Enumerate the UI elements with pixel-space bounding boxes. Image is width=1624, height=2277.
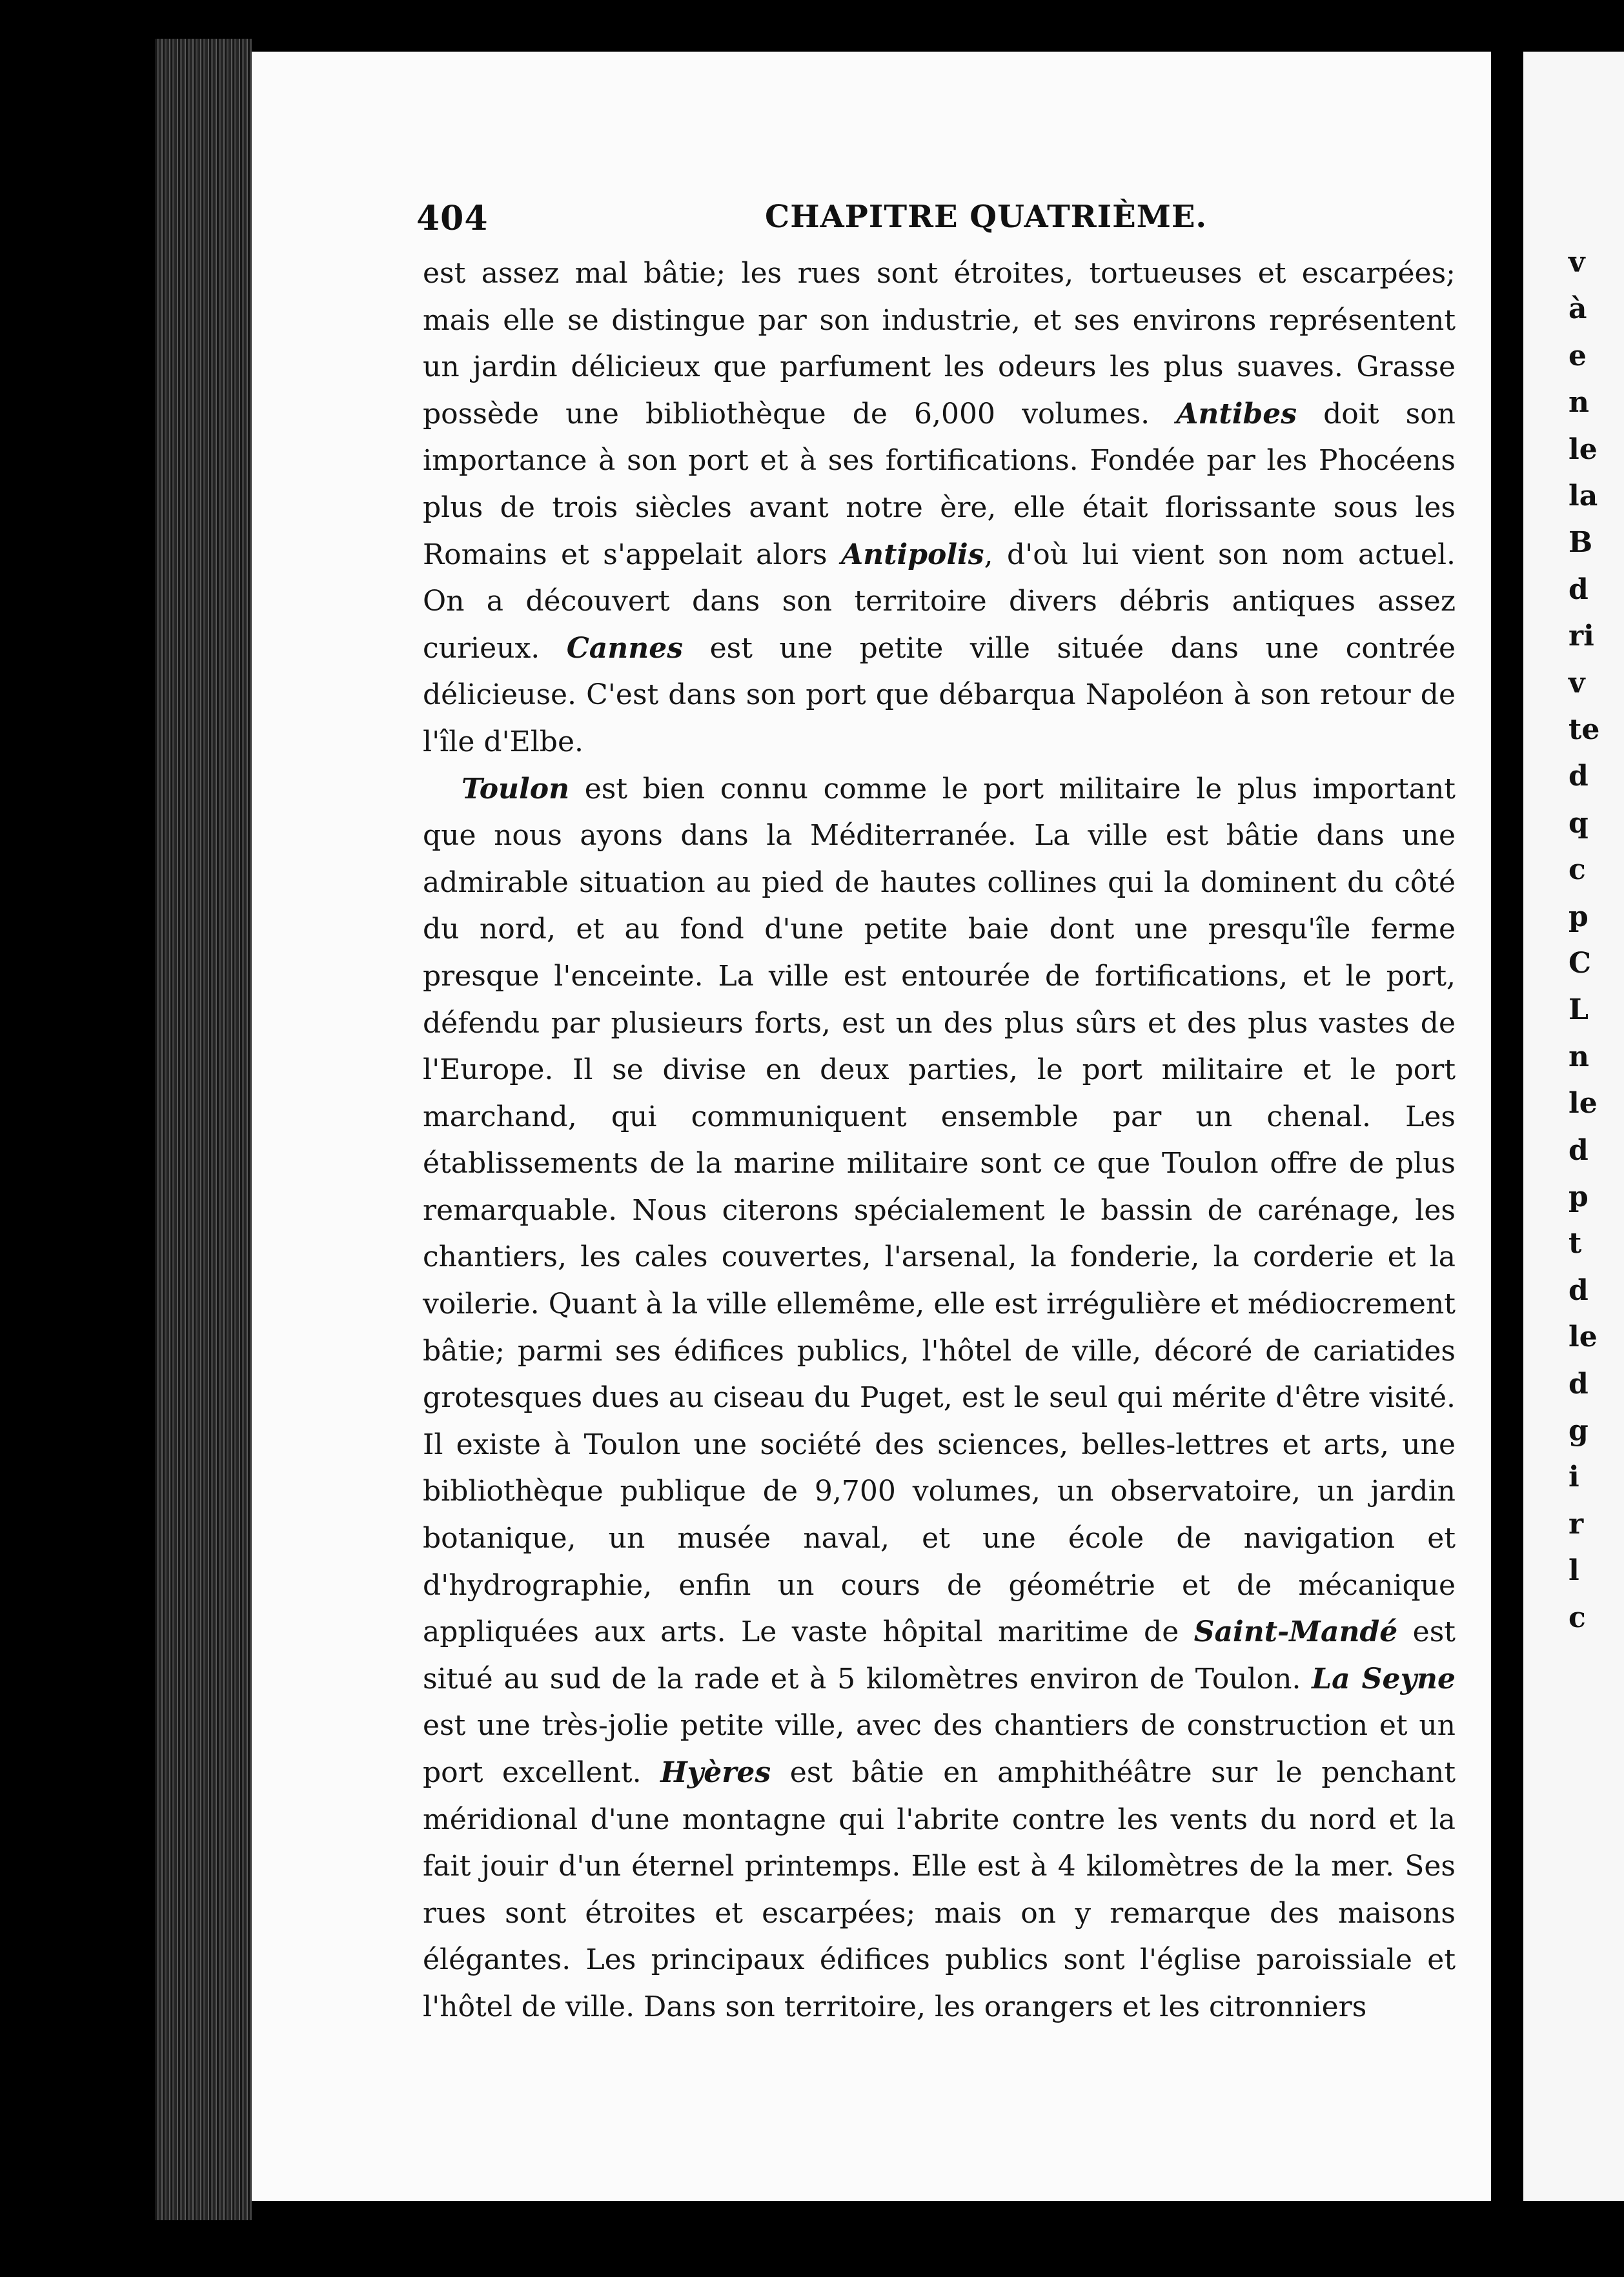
book-gutter bbox=[155, 39, 252, 2220]
facing-page-fragment: la bbox=[1568, 480, 1598, 512]
text-run: est assez mal bâtie; les rues sont étroites, tortueuses et escarpées; mais elle se distingue par son industrie, et ses environs représentent un jardin délicieux que parfument les odeurs les plus suaves. Grasse possède une bibliothèque de 6,000 volumes. bbox=[423, 257, 1456, 430]
paragraph bbox=[423, 250, 1456, 766]
facing-page-fragment: d bbox=[1568, 1133, 1588, 1167]
facing-page-fragment: d bbox=[1568, 1367, 1588, 1401]
facing-page-fragment: t bbox=[1568, 1227, 1582, 1260]
facing-page-fragment: le bbox=[1568, 432, 1598, 466]
facing-page-fragment: d bbox=[1568, 572, 1588, 606]
place-name-italic: Antipolis bbox=[841, 538, 984, 571]
facing-page-fragment: q bbox=[1568, 806, 1588, 840]
place-name-italic: Antibes bbox=[1176, 397, 1297, 430]
facing-page-fragment: C bbox=[1568, 947, 1592, 980]
page-body bbox=[423, 250, 1456, 2031]
facing-page-fragment: p bbox=[1568, 900, 1588, 933]
facing-page-fragment: i bbox=[1568, 1461, 1579, 1494]
text-run: est une très-jolie petite ville, avec des chantiers de construction et un port excellent. bbox=[423, 1709, 1456, 1789]
facing-page-fragment: e bbox=[1568, 339, 1587, 372]
facing-page-fragment: v bbox=[1568, 666, 1585, 700]
facing-page-fragment: L bbox=[1568, 993, 1588, 1027]
place-name-italic: Cannes bbox=[566, 631, 684, 665]
place-name-italic: Saint-Mandé bbox=[1193, 1615, 1398, 1649]
book-page bbox=[252, 52, 1491, 2201]
place-name-italic: Hyères bbox=[660, 1756, 771, 1789]
page-header bbox=[416, 199, 1456, 250]
place-name-italic: La Seyne bbox=[1312, 1662, 1456, 1695]
facing-page-fragment: d bbox=[1568, 1273, 1588, 1307]
page-edge bbox=[1492, 52, 1523, 2201]
text-run: est une petite ville située dans une contrée délicieuse. C'est dans son port que débarqua Napoléon à son retour de l'île d'Elbe. bbox=[423, 631, 1456, 758]
facing-page-fragment: c bbox=[1568, 1601, 1586, 1634]
facing-page-fragment: d bbox=[1568, 760, 1588, 793]
facing-page-fragment: B bbox=[1568, 526, 1593, 560]
facing-page-edge bbox=[1523, 52, 1624, 2201]
place-name-italic: Toulon bbox=[462, 772, 570, 805]
text-run: est bien connu comme le port militaire le plus important que nous ayons dans la Méditerranée. La ville est bâtie dans une admirable situation au pied de hautes collines qui la dominent du côté du nord, et au fond d'une petite baie dont une presqu'île ferme presque l'enceinte. La ville est entourée de fortifications, et le port, défendu par plusieurs forts, est un des plus sûrs et des plus vastes de l'Europe. Il se divise en deux parties, le port militaire et le port marchand, qui communiquent ensemble par un chenal. Les établissements de la marine militaire sont ce que Toulon offre de plus remarquable. Nous citerons spécialement le bassin de carénage, les chantiers, les cales couvertes, l'arsenal, la fonderie, la corderie et la voilerie. Quant à la ville ellemême, elle est irrégulière et médiocrement bâtie; parmi ses édifices publics, l'hôtel de ville, décoré de cariatides grotesques dues au ciseau du Puget, est le seul qui mérite d'être visité. Il existe à Toulon une société des sciences, belles-lettres et arts, une bibliothèque publique de 9,700 volumes, un observatoire, un jardin botanique, un musée naval, et une école de navigation et d'hydrographie, enfin un cours de géométrie et de mécanique appliquées aux arts. Le vaste hôpital maritime de bbox=[423, 772, 1456, 1649]
page-number: 404 bbox=[416, 199, 489, 238]
running-head: CHAPITRE QUATRIÈME. bbox=[765, 199, 1208, 235]
facing-page-fragment: le bbox=[1568, 1321, 1598, 1354]
paragraph bbox=[423, 766, 1456, 2031]
facing-page-fragment: p bbox=[1568, 1180, 1588, 1213]
text-run: doit son importance à son port et à ses fortifications. Fondée par les Phocéens plus de trois siècles avant notre ère, elle était florissante sous les Romains et s'appelait alors bbox=[423, 397, 1456, 571]
facing-page-fragment: te bbox=[1568, 713, 1600, 746]
facing-page-fragment: g bbox=[1568, 1414, 1588, 1447]
facing-page-fragment: c bbox=[1568, 853, 1586, 887]
facing-page-fragment: v bbox=[1568, 246, 1585, 279]
text-run: est bâtie en amphithéâtre sur le penchant méridional d'une montagne qui l'abrite contre les vents du nord et la fait jouir d'un éternel printemps. Elle est à 4 kilomètres de la mer. Ses rues sont étroites et escarpées; mais on y remarque des maisons élégantes. Les principaux édifices publics sont l'église paroissiale et l'hôtel de ville. Dans son territoire, les orangers et les citronniers bbox=[423, 1756, 1456, 2023]
facing-page-fragment: le bbox=[1568, 1087, 1598, 1120]
facing-page-fragment: l bbox=[1568, 1554, 1579, 1588]
facing-page-fragment: à bbox=[1568, 292, 1587, 326]
facing-page-fragment: r bbox=[1568, 1507, 1584, 1541]
facing-page-fragment: n bbox=[1568, 386, 1589, 420]
text-run: , d'où lui vient son nom actuel. On a découvert dans son territoire divers débris antiques assez curieux. bbox=[423, 538, 1456, 665]
text-run: est situé au sud de la rade et à 5 kilomètres environ de Toulon. bbox=[423, 1615, 1456, 1695]
facing-page-fragment: n bbox=[1568, 1040, 1589, 1073]
facing-page-fragment: ri bbox=[1568, 620, 1594, 653]
